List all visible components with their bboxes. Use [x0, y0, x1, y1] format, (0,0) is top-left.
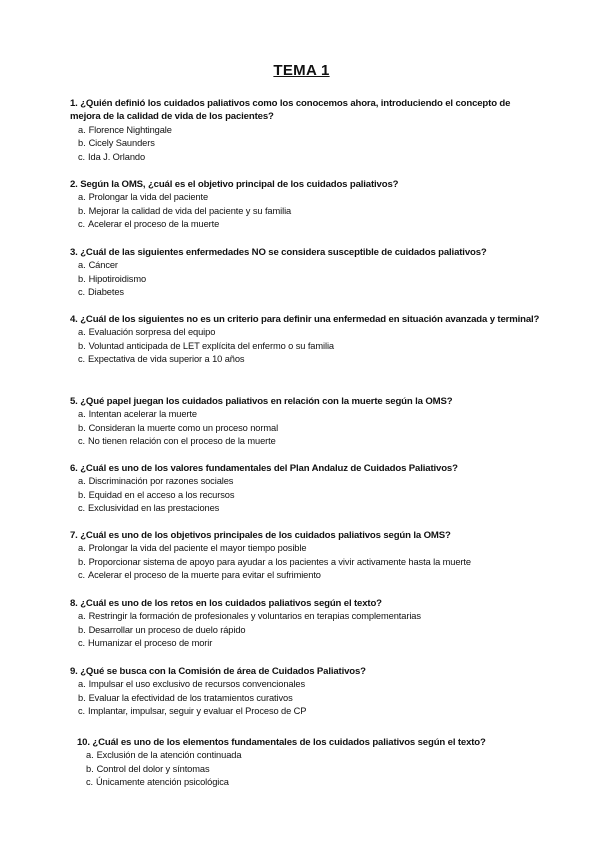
option-list [70, 475, 540, 515]
option-c: c. Diabetes [78, 287, 124, 298]
question-text: 6. ¿Cuál es uno de los valores fundamentales del Plan Andaluz de Cuidados Paliativos? [70, 463, 458, 474]
option-b: b. Desarrollar un proceso de duelo rápido [78, 624, 246, 635]
option-a: a. Prolongar la vida del paciente el mayor tiempo posible [78, 543, 307, 554]
option-list [70, 542, 540, 582]
option-b: b. Mejorar la calidad de vida del paciente y su familia [78, 205, 292, 216]
question-1 [70, 97, 540, 164]
option-b: b. Proporcionar sistema de apoyo para ayudar a los pacientes a vivir activamente hasta la muerte [78, 556, 471, 567]
option-b: b. Voluntad anticipada de LET explícita del enfermo o su familia [78, 340, 334, 351]
option-a: a. Exclusión de la atención continuada [86, 750, 242, 761]
option-list [70, 259, 540, 299]
option-c: c. Únicamente atención psicológica [86, 777, 229, 788]
option-c: c. Expectativa de vida superior a 10 años [78, 354, 245, 365]
option-list [70, 124, 540, 164]
question-5 [70, 395, 540, 449]
option-c: c. Acelerar el proceso de la muerte para evitar el sufrimiento [78, 570, 321, 581]
option-c: c. Exclusividad en las prestaciones [78, 503, 220, 514]
option-a: a. Evaluación sorpresa del equipo [78, 327, 216, 338]
question-6 [70, 462, 540, 516]
question-2 [70, 178, 540, 232]
option-b: b. Consideran la muerte como un proceso normal [78, 422, 279, 433]
question-text: 4. ¿Cuál de los siguientes no es un criterio para definir una enfermedad en situación avanzada y terminal? [70, 314, 540, 325]
option-list [77, 749, 547, 789]
option-list [70, 678, 540, 718]
option-a: a. Prolongar la vida del paciente [78, 192, 209, 203]
option-list [70, 326, 540, 366]
document-title: TEMA 1 [273, 62, 330, 79]
option-list [70, 610, 540, 650]
option-list [70, 408, 540, 448]
question-text: 1. ¿Quién definió los cuidados paliativos como los conocemos ahora, introduciendo el concepto de mejora de la calidad de vida de los pacientes? [70, 98, 511, 123]
option-a: a. Impulsar el uso exclusivo de recursos convencionales [78, 679, 306, 690]
option-c: c. Acelerar el proceso de la muerte [78, 219, 220, 230]
question-text: 10. ¿Cuál es uno de los elementos fundamentales de los cuidados paliativos según el texto? [77, 737, 486, 748]
option-b: b. Equidad en el acceso a los recursos [78, 489, 235, 500]
question-7 [70, 529, 540, 583]
option-a: a. Florence Nightingale [78, 124, 172, 135]
option-a: a. Cáncer [78, 260, 118, 271]
option-c: c. Implantar, impulsar, seguir y evaluar el Proceso de CP [78, 706, 307, 717]
option-b: b. Hipotiroidismo [78, 273, 147, 284]
option-a: a. Intentan acelerar la muerte [78, 409, 197, 420]
question-4 [70, 313, 540, 367]
option-a: a. Restringir la formación de profesionales y voluntarios en terapias complementarias [78, 611, 421, 622]
option-c: c. Ida J. Orlando [78, 151, 146, 162]
option-list [70, 191, 540, 231]
option-b: b. Control del dolor y síntomas [86, 763, 210, 774]
option-c: c. Humanizar el proceso de morir [78, 638, 213, 649]
question-3 [70, 246, 540, 300]
option-b: b. Evaluar la efectividad de los tratamientos curativos [78, 692, 293, 703]
question-10 [77, 736, 547, 790]
question-text: 9. ¿Qué se busca con la Comisión de área de Cuidados Paliativos? [70, 666, 366, 677]
question-text: 3. ¿Cuál de las siguientes enfermedades NO se considera susceptible de cuidados paliativos? [70, 247, 487, 258]
question-text: 2. Según la OMS, ¿cuál es el objetivo principal de los cuidados paliativos? [70, 179, 399, 190]
question-text: 5. ¿Qué papel juegan los cuidados paliativos en relación con la muerte según la OMS? [70, 396, 453, 407]
question-8 [70, 597, 540, 651]
question-text: 7. ¿Cuál es uno de los objetivos principales de los cuidados paliativos según la OMS? [70, 530, 451, 541]
option-a: a. Discriminación por razones sociales [78, 476, 234, 487]
option-b: b. Cicely Saunders [78, 138, 155, 149]
option-c: c. No tienen relación con el proceso de la muerte [78, 436, 276, 447]
question-text: 8. ¿Cuál es uno de los retos en los cuidados paliativos según el texto? [70, 598, 382, 609]
question-9 [70, 665, 540, 719]
